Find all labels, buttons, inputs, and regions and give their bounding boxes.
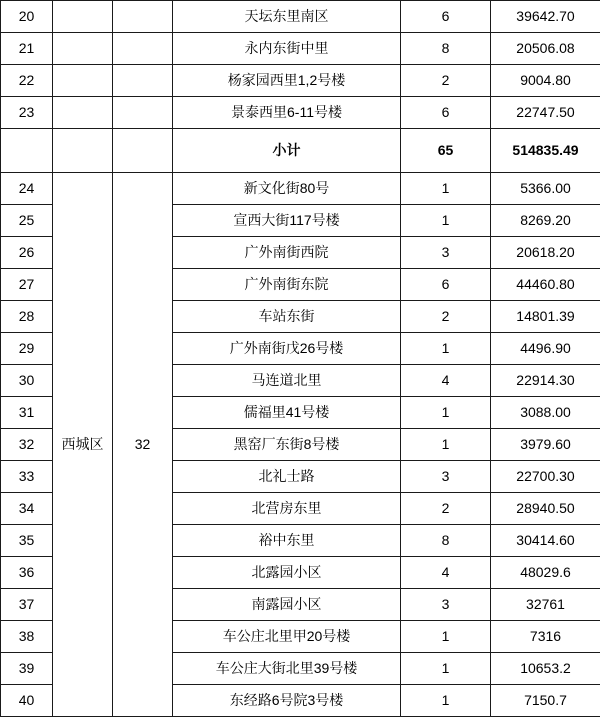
cell-building-count: 2 — [401, 65, 491, 97]
cell-index: 39 — [1, 653, 53, 685]
cell-building-count: 6 — [401, 97, 491, 129]
cell-index: 38 — [1, 621, 53, 653]
cell-subtotal-label: 小计 — [173, 129, 401, 173]
cell-project-name: 永内东街中里 — [173, 33, 401, 65]
cell-project-name: 车公庄大街北里39号楼 — [173, 653, 401, 685]
cell-project-name: 北露园小区 — [173, 557, 401, 589]
cell-district — [53, 1, 113, 33]
cell-building-count: 2 — [401, 301, 491, 333]
cell-index: 32 — [1, 429, 53, 461]
cell-amount: 7150.7 — [491, 685, 600, 717]
cell-building-count: 1 — [401, 621, 491, 653]
cell-project-name: 儒福里41号楼 — [173, 397, 401, 429]
cell-building-count: 4 — [401, 365, 491, 397]
cell-project-name: 北礼士路 — [173, 461, 401, 493]
cell-building-count: 2 — [401, 493, 491, 525]
cell-index: 28 — [1, 301, 53, 333]
cell-project-name: 新文化街80号 — [173, 173, 401, 205]
cell-building-count: 6 — [401, 269, 491, 301]
cell-index: 26 — [1, 237, 53, 269]
cell-project-name: 天坛东里南区 — [173, 1, 401, 33]
cell-building-count: 1 — [401, 397, 491, 429]
cell-project-name: 杨家园西里1,2号楼 — [173, 65, 401, 97]
cell-index: 29 — [1, 333, 53, 365]
cell-project-name: 马连道北里 — [173, 365, 401, 397]
cell-index: 40 — [1, 685, 53, 717]
cell-amount: 3979.60 — [491, 429, 600, 461]
cell-building-count: 8 — [401, 525, 491, 557]
cell-subtotal-building-count: 65 — [401, 129, 491, 173]
cell-index: 21 — [1, 33, 53, 65]
cell-district — [53, 33, 113, 65]
cell-amount: 20618.20 — [491, 237, 600, 269]
cell-count — [113, 65, 173, 97]
cell-amount: 22700.30 — [491, 461, 600, 493]
cell-index: 35 — [1, 525, 53, 557]
cell-building-count: 6 — [401, 1, 491, 33]
cell-index: 37 — [1, 589, 53, 621]
cell-building-count: 1 — [401, 685, 491, 717]
cell-amount: 4496.90 — [491, 333, 600, 365]
cell-building-count: 3 — [401, 461, 491, 493]
cell-building-count: 3 — [401, 589, 491, 621]
cell-index: 34 — [1, 493, 53, 525]
table-row — [1, 97, 600, 129]
cell-project-name: 广外南街西院 — [173, 237, 401, 269]
cell-district — [53, 97, 113, 129]
table-body — [1, 1, 600, 717]
table-row — [1, 173, 600, 205]
cell-building-count: 8 — [401, 33, 491, 65]
table-row — [1, 33, 600, 65]
cell-amount: 22747.50 — [491, 97, 600, 129]
cell-amount: 28940.50 — [491, 493, 600, 525]
cell-count — [113, 97, 173, 129]
table-row — [1, 1, 600, 33]
cell-project-name: 车公庄北里甲20号楼 — [173, 621, 401, 653]
cell-district — [53, 129, 113, 173]
cell-building-count: 1 — [401, 653, 491, 685]
cell-amount: 39642.70 — [491, 1, 600, 33]
cell-district-merged: 西城区 — [53, 173, 113, 717]
cell-index: 27 — [1, 269, 53, 301]
cell-index: 22 — [1, 65, 53, 97]
cell-index: 20 — [1, 1, 53, 33]
table-row-subtotal — [1, 129, 600, 173]
cell-index: 36 — [1, 557, 53, 589]
cell-amount: 7316 — [491, 621, 600, 653]
cell-amount: 20506.08 — [491, 33, 600, 65]
cell-amount: 9004.80 — [491, 65, 600, 97]
cell-project-name: 车站东街 — [173, 301, 401, 333]
cell-project-name: 裕中东里 — [173, 525, 401, 557]
cell-index: 30 — [1, 365, 53, 397]
cell-subtotal-amount: 514835.49 — [491, 129, 600, 173]
cell-amount: 3088.00 — [491, 397, 600, 429]
cell-project-name: 景泰西里6-11号楼 — [173, 97, 401, 129]
cell-project-name: 广外南街东院 — [173, 269, 401, 301]
cell-amount: 48029.6 — [491, 557, 600, 589]
cell-district — [53, 65, 113, 97]
cell-amount: 14801.39 — [491, 301, 600, 333]
cell-amount: 5366.00 — [491, 173, 600, 205]
cell-count — [113, 129, 173, 173]
cell-amount: 30414.60 — [491, 525, 600, 557]
cell-amount: 44460.80 — [491, 269, 600, 301]
cell-amount: 8269.20 — [491, 205, 600, 237]
cell-amount: 22914.30 — [491, 365, 600, 397]
cell-building-count: 3 — [401, 237, 491, 269]
cell-building-count: 1 — [401, 205, 491, 237]
cell-district-count-merged: 32 — [113, 173, 173, 717]
table-row — [1, 65, 600, 97]
cell-index: 25 — [1, 205, 53, 237]
cell-count — [113, 1, 173, 33]
cell-project-name: 北营房东里 — [173, 493, 401, 525]
cell-project-name: 南露园小区 — [173, 589, 401, 621]
cell-count — [113, 33, 173, 65]
cell-project-name: 黑窑厂东街8号楼 — [173, 429, 401, 461]
cell-index: 23 — [1, 97, 53, 129]
cell-index: 31 — [1, 397, 53, 429]
cell-building-count: 1 — [401, 333, 491, 365]
cell-building-count: 1 — [401, 173, 491, 205]
cell-amount: 32761 — [491, 589, 600, 621]
cell-project-name: 东经路6号院3号楼 — [173, 685, 401, 717]
cell-index — [1, 129, 53, 173]
cell-project-name: 广外南街戊26号楼 — [173, 333, 401, 365]
cell-building-count: 1 — [401, 429, 491, 461]
cell-index: 24 — [1, 173, 53, 205]
cell-index: 33 — [1, 461, 53, 493]
cell-amount: 10653.2 — [491, 653, 600, 685]
cell-project-name: 宣西大街117号楼 — [173, 205, 401, 237]
cell-building-count: 4 — [401, 557, 491, 589]
